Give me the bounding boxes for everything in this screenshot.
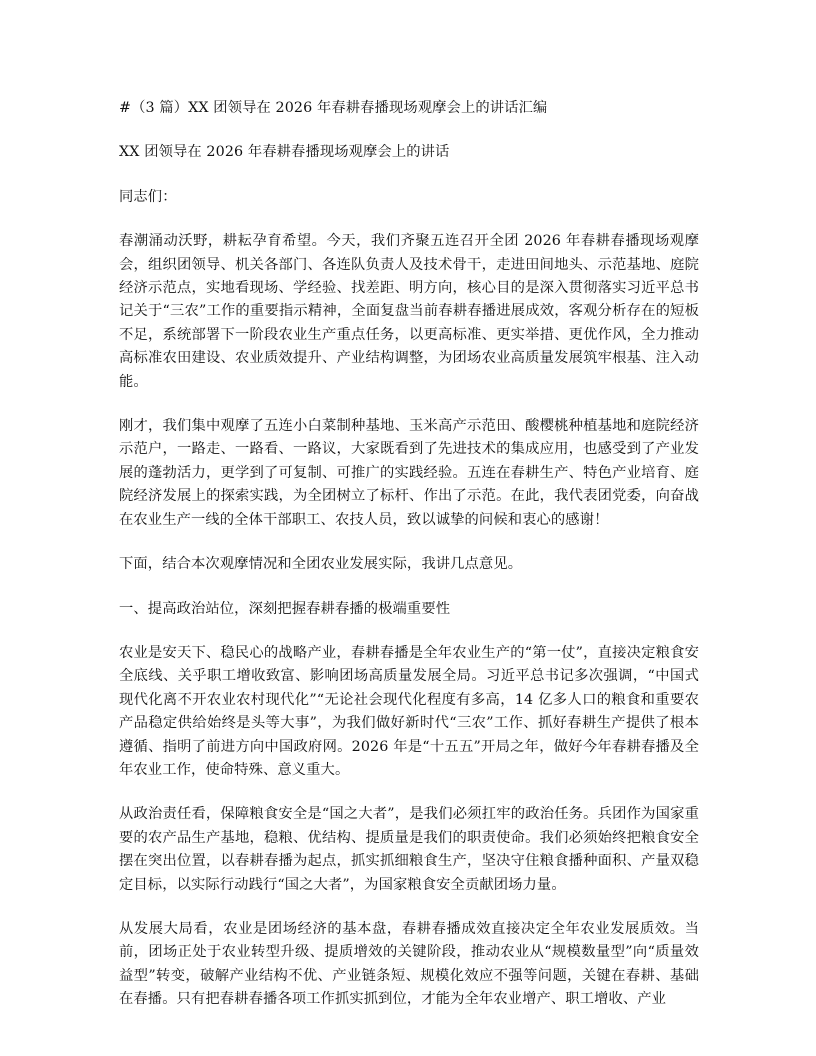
- paragraph-development: 从发展大局看，农业是团场经济的基本盘，春耕春播成效直接决定全年农业发展质效。当前，团场正处于农业转型升级、提质增效的关键阶段，推动农业从“规模数量型”向“质量效益型”转变，破解产业结构不优、产业链条短、规模化效应不强等问题，关键在春耕、基础在春播。只有把春耕春播各项工作抓实抓到位，才能为全年农业增产、职工增收、产业: [119, 920, 699, 1008]
- speech-title: XX 团领导在 2026 年春耕春播现场观摩会上的讲话: [119, 144, 450, 161]
- paragraph-importance: 农业是安天下、稳民心的战略产业，春耕春播是全年农业生产的“第一仗”，直接决定粮食安全底线、关乎职工增收致富、影响团场高质量发展全局。习近平总书记多次强调，“中国式现代化离不开农业农村现代化”“无论社会现代化程度有多高，14 亿多人口的粮食和重要农产品稳定供给始终是头等大事”，为我们做好新时代“三农”工作、抓好春耕生产提供了根本遵循、指明了前进方向中国政府网。2026 年是“十五五”开局之年，做好今年春耕春播及全年农业工作，使命特殊、意义重大。: [119, 644, 699, 778]
- paragraph-observation: 刚才，我们集中观摩了五连小白菜制种基地、玉米高产示范田、酸樱桃种植基地和庭院经济示范户，一路走、一路看、一路议，大家既看到了先进技术的集成应用，也感受到了产业发展的蓬勃活力，更学到了可复制、可推广的实践经验。五连在春耕生产、特色产业培育、庭院经济发展上的探索实践，为全团树立了标杆、作出了示范。在此，我代表团党委，向奋战在农业生产一线的全体干部职工、农技人员，致以诚挚的问候和衷心的感谢！: [119, 418, 699, 528]
- section-heading-1: 一、提高政治站位，深刻把握春耕春播的极端重要性: [119, 600, 451, 617]
- paragraph-political: 从政治责任看，保障粮食安全是“国之大者”，是我们必须扛牢的政治任务。兵团作为国家重要的农产品生产基地，稳粮、优结构、提质量是我们的职责使命。我们必须始终把粮食安全摆在突出位置，以春耕春播为起点，抓实抓细粮食生产，坚决守住粮食播种面积、产量双稳定目标，以实际行动践行“国之大者”，为国家粮食安全贡献团场力量。: [119, 806, 699, 893]
- document-heading: #（3 篇）XX 团领导在 2026 年春耕春播现场观摩会上的讲话汇编: [119, 100, 548, 116]
- document-page: [119, 97, 699, 1033]
- salutation: 同志们：: [119, 188, 177, 205]
- paragraph-intro: 下面，结合本次观摩情况和全团农业发展实际，我讲几点意见。: [119, 556, 523, 573]
- paragraph-opening: 春潮涌动沃野，耕耘孕育希望。今天，我们齐聚五连召开全团 2026 年春耕春播现场观摩会，组织团领导、机关各部门、各连队负责人及技术骨干，走进田间地头、示范基地、庭院经济示范点，实地看现场、学经验、找差距、明方向，核心目的是深入贯彻落实习近平总书记关于“三农”工作的重要指示精神，全面复盘当前春耕春播进展成效，客观分析存在的短板不足，系统部署下一阶段农业生产重点任务，以更高标准、更实举措、更优作风，全力推动高标准农田建设、农业质效提升、产业结构调整，为团场农业高质量发展筑牢根基、注入动能。: [119, 233, 699, 390]
